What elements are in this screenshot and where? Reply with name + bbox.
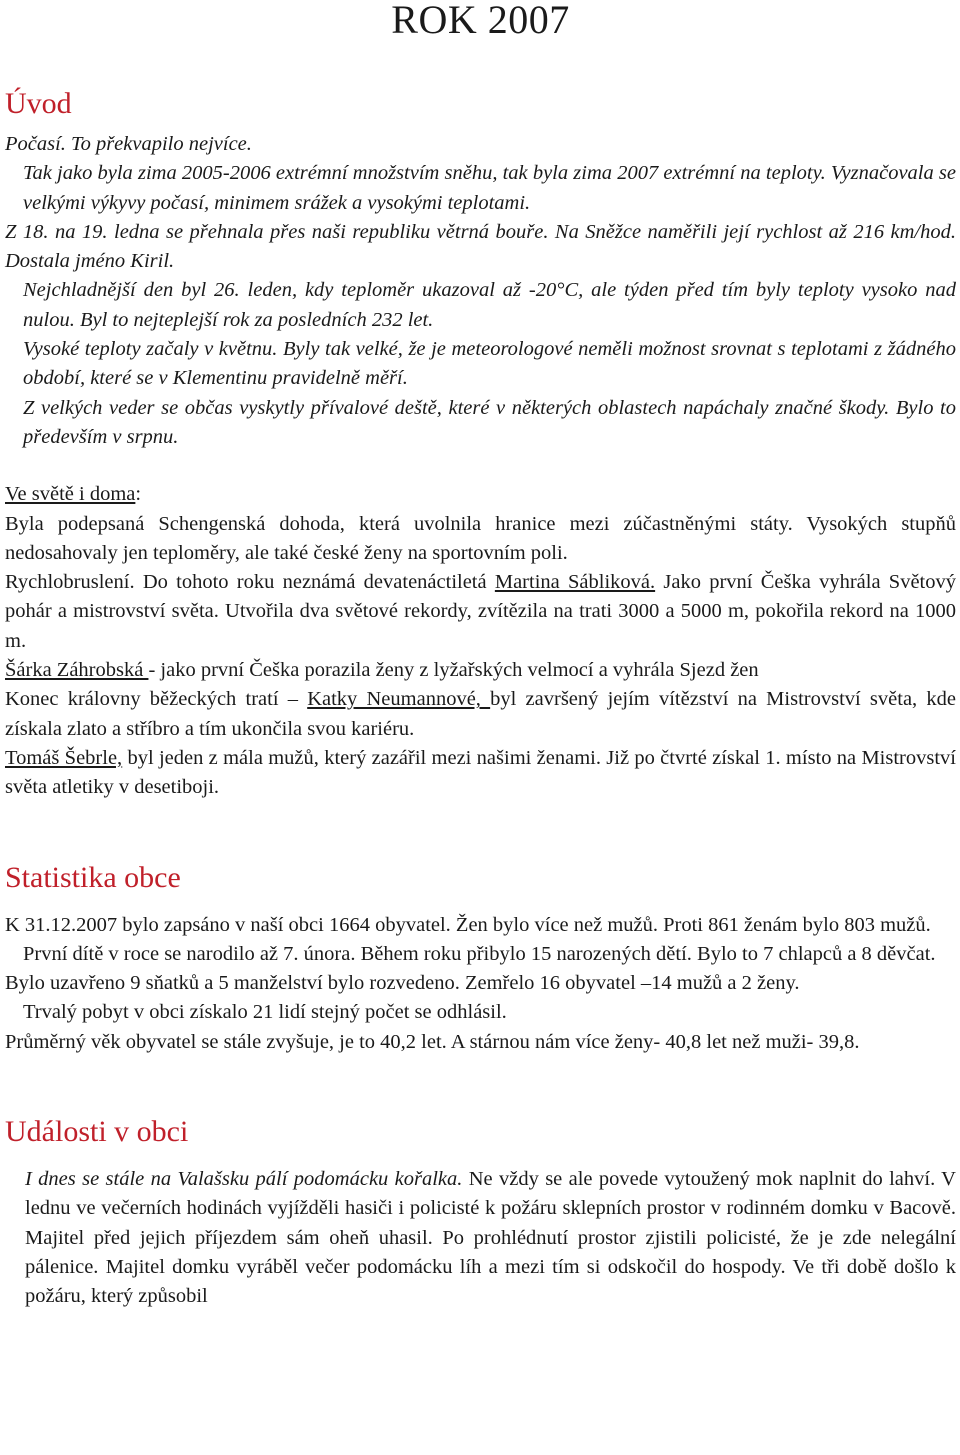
paragraph: Z velkých veder se občas vyskytly přívalové deště, které v některých oblastech napáchaly značné škody. Bylo to především v srpnu.: [23, 396, 956, 448]
paragraph: Trvalý pobyt v obci získalo 21 lidí stejný počet se odhlásil.: [23, 1001, 507, 1024]
text-run: Ne vždy se ale povede vytoužený mok naplnit do lahví. V lednu ve večerních hodinách vyjížděli hasiči i policisté k požáru sklepních prostor v rodinném domku v Bacově. Majitel před jejich příjezdem sám oheň uhasil. Po prohlédnutí prostor zjistili policisté, že je zde nelegální pálenice. Majitel domku vyráběl večer podomácku líh a mezi tím si odskočil do hospody. Ve tři době došlo k požáru, který způsobil: [25, 1168, 956, 1308]
section-heading-statistika: Statistika obce: [5, 860, 181, 894]
subsection-heading-colon: :: [135, 483, 142, 506]
subsection-heading: [5, 480, 956, 509]
text-run: Jako první Češka vyhrála Světový pohár a mistrovství světa. Utvořila dva světové rekordy, zvítězila na trati 3000 a 5000 m, pokořila rekord na 1000 m.: [5, 571, 956, 652]
paragraph: [5, 335, 956, 394]
text-run: Vysoké teploty začaly v květnu.: [23, 338, 278, 361]
paragraph: [5, 568, 956, 656]
paragraph: Průměrný věk obyvatel se stále zvyšuje, je to 40,2 let. A stárnou nám více ženy- 40,8 let než muži- 39,8.: [5, 1030, 860, 1053]
section-heading-udalosti: Události v obci: [5, 1115, 189, 1149]
paragraph: Z 18. na 19. ledna se přehnala přes naši republiku větrná bouře. Na Sněžce naměřili její rychlost až 216 km/hod. Dostala jméno Kiril.: [5, 220, 956, 273]
person-link: Martina Sábliková.: [494, 571, 656, 594]
paragraph: [5, 744, 956, 803]
paragraph: Nejchladnější den byl 26. leden, kdy teploměr ukazoval až -20°C, ale týden před tím byly teploty vysoko nad nulou. Byl to nejteplejší rok za posledních 232 let.: [23, 279, 956, 331]
text-run: byl jeden z mála mužů, který zazářil mezi našimi ženami. Již po čtvrté získal 1. místo na Mistrovství světa atletiky v desetiboji.: [5, 746, 956, 799]
paragraph: Byla podepsaná Schengenská dohoda, která uvolnila hranice mezi zúčastněnými státy. Vysokých stupňů nedosahovaly jen teploměry, ale také české ženy na sportovním poli.: [5, 512, 956, 564]
paragraph: K 31.12.2007 bylo zapsáno v naší obci 1664 obyvatel. Žen bylo více než mužů. Proti 861 ženám bylo 803 mužů.: [5, 913, 931, 936]
paragraph: [5, 656, 956, 685]
document-page: [5, 0, 956, 1312]
section-heading-uvod: Úvod: [5, 87, 72, 120]
text-run: Konec královny běžeckých tratí –: [5, 688, 308, 711]
person-link: Tomáš Šebrle,: [5, 746, 123, 769]
document-title: ROK 2007: [391, 0, 570, 42]
paragraph: [5, 685, 956, 744]
person-link: Katky Neumannové,: [307, 688, 491, 711]
text-run: byl završený jejím vítězství na Mistrovství světa, kde získala zlato a stříbro a tím ukončila svou kariéru.: [5, 688, 956, 740]
text-run: Rychlobruslení. Do tohoto roku neznámá devatenáctiletá: [5, 571, 495, 594]
subsection-heading-text: Ve světě i doma: [5, 483, 136, 506]
paragraph: První dítě v roce se narodilo až 7. února. Během roku přibylo 15 narozených dětí. Bylo to 7 chlapců a 8 děvčat.: [23, 942, 936, 965]
paragraph: Tak jako byla zima 2005-2006 extrémní množstvím sněhu, tak byla zima 2007 extrémní na teploty. Vyznačovala se velkými výkyvy počasí, minimem srážek a vysokými teplotami.: [23, 162, 956, 214]
paragraph: Počasí. To překvapilo nejvíce.: [5, 133, 252, 155]
paragraph: [5, 1165, 956, 1311]
person-link: Šárka Záhrobská: [5, 659, 149, 682]
text-run: - jako první Češka porazila ženy z lyžařských velmocí a vyhrála Sjezd žen: [148, 659, 759, 682]
text-run: Byly tak velké, že je meteorologové neměli možnost srovnat s teplotami z žádného období, které se v Klementinu pravidelně měří.: [23, 338, 956, 390]
paragraph: Bylo uzavřeno 9 sňatků a 5 manželství bylo rozvedeno. Zemřelo 16 obyvatel –14 mužů a 2 ženy.: [5, 972, 800, 995]
text-run: I dnes se stále na Valašsku pálí podomácku kořalka.: [25, 1168, 463, 1191]
